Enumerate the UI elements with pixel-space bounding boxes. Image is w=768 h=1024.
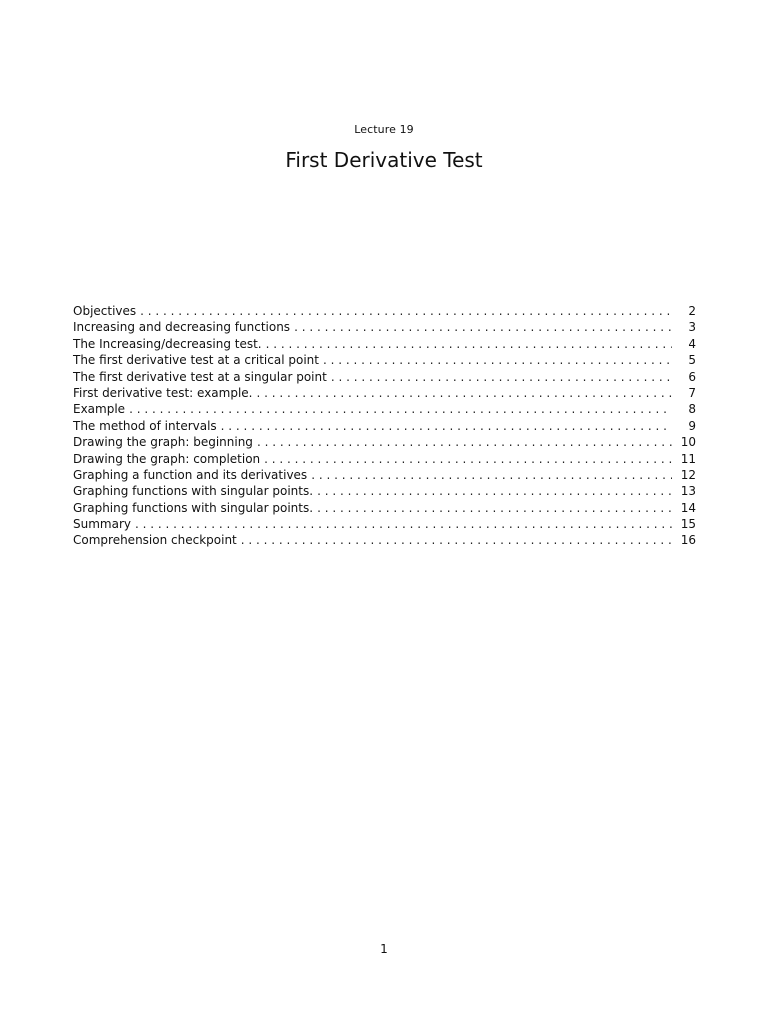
toc-entry[interactable] <box>73 401 696 417</box>
toc-entry[interactable] <box>73 319 696 335</box>
toc-leader-dots <box>129 401 672 417</box>
toc-leader-dots <box>257 385 673 401</box>
page-title: First Derivative Test <box>285 148 483 172</box>
toc-entry-page: 4 <box>688 336 696 351</box>
toc-entry-label: Graphing functions with singular points. <box>73 484 314 499</box>
toc-entry-label: Example <box>73 402 126 417</box>
toc-entry[interactable] <box>73 500 696 516</box>
table-of-contents <box>73 303 696 549</box>
toc-entry-page: 8 <box>688 402 696 417</box>
toc-entry-page: 13 <box>680 484 696 499</box>
toc-entry-label: Graphing functions with singular points. <box>73 500 314 515</box>
toc-entry[interactable] <box>73 483 696 499</box>
toc-entry-label: Graphing a function and its derivatives <box>73 467 308 482</box>
toc-entry-page: 16 <box>680 533 696 548</box>
page-number: 1 <box>380 942 388 956</box>
toc-entry-label: The method of intervals <box>73 418 217 433</box>
toc-entry[interactable] <box>73 418 696 434</box>
lecture-label: Lecture 19 <box>354 123 414 136</box>
toc-entry[interactable] <box>73 352 696 368</box>
toc-entry-label: Drawing the graph: beginning <box>73 435 253 450</box>
toc-leader-dots <box>257 434 672 450</box>
toc-entry-label: Comprehension checkpoint <box>73 533 237 548</box>
toc-entry[interactable] <box>73 516 696 532</box>
toc-entry-label: The first derivative test at a singular point <box>73 369 327 384</box>
toc-leader-dots <box>311 467 672 483</box>
toc-entry[interactable] <box>73 385 696 401</box>
toc-entry-page: 3 <box>688 320 696 335</box>
toc-leader-dots <box>317 500 672 516</box>
toc-leader-dots <box>135 516 672 532</box>
toc-entry-label: Objectives <box>73 304 137 318</box>
toc-entry-page: 12 <box>680 467 696 482</box>
toc-entry-page: 9 <box>688 418 696 433</box>
toc-entry-page: 7 <box>688 385 696 400</box>
toc-entry-page: 15 <box>680 517 696 532</box>
toc-leader-dots <box>331 369 672 385</box>
toc-entry-page: 6 <box>688 369 696 384</box>
toc-entry[interactable] <box>73 532 696 548</box>
toc-entry-label: Increasing and decreasing functions <box>73 320 291 335</box>
toc-entry[interactable] <box>73 336 696 352</box>
toc-leader-dots <box>266 336 672 352</box>
toc-entry-page: 14 <box>680 500 696 515</box>
toc-entry[interactable] <box>73 451 696 467</box>
toc-entry[interactable] <box>73 434 696 450</box>
toc-entry[interactable] <box>73 303 696 319</box>
toc-entry-label: The Increasing/decreasing test. <box>73 336 262 351</box>
toc-entry-page: 10 <box>680 435 696 450</box>
toc-leader-dots <box>140 303 672 319</box>
toc-leader-dots <box>317 483 672 499</box>
toc-entry-page: 5 <box>688 353 696 368</box>
toc-leader-dots <box>221 418 672 434</box>
toc-entry-label: The first derivative test at a critical point <box>73 353 319 368</box>
toc-leader-dots <box>323 352 672 368</box>
toc-leader-dots <box>264 451 672 467</box>
toc-entry-label: Summary <box>73 517 131 532</box>
toc-entry-label: Drawing the graph: completion <box>73 451 261 466</box>
toc-leader-dots <box>241 532 672 548</box>
toc-leader-dots <box>294 319 672 335</box>
toc-entry-page: 11 <box>680 451 696 466</box>
toc-entry[interactable] <box>73 467 696 483</box>
toc-entry-label: First derivative test: example. <box>73 385 253 400</box>
toc-entry-page: 2 <box>688 304 696 318</box>
toc-entry[interactable] <box>73 369 696 385</box>
